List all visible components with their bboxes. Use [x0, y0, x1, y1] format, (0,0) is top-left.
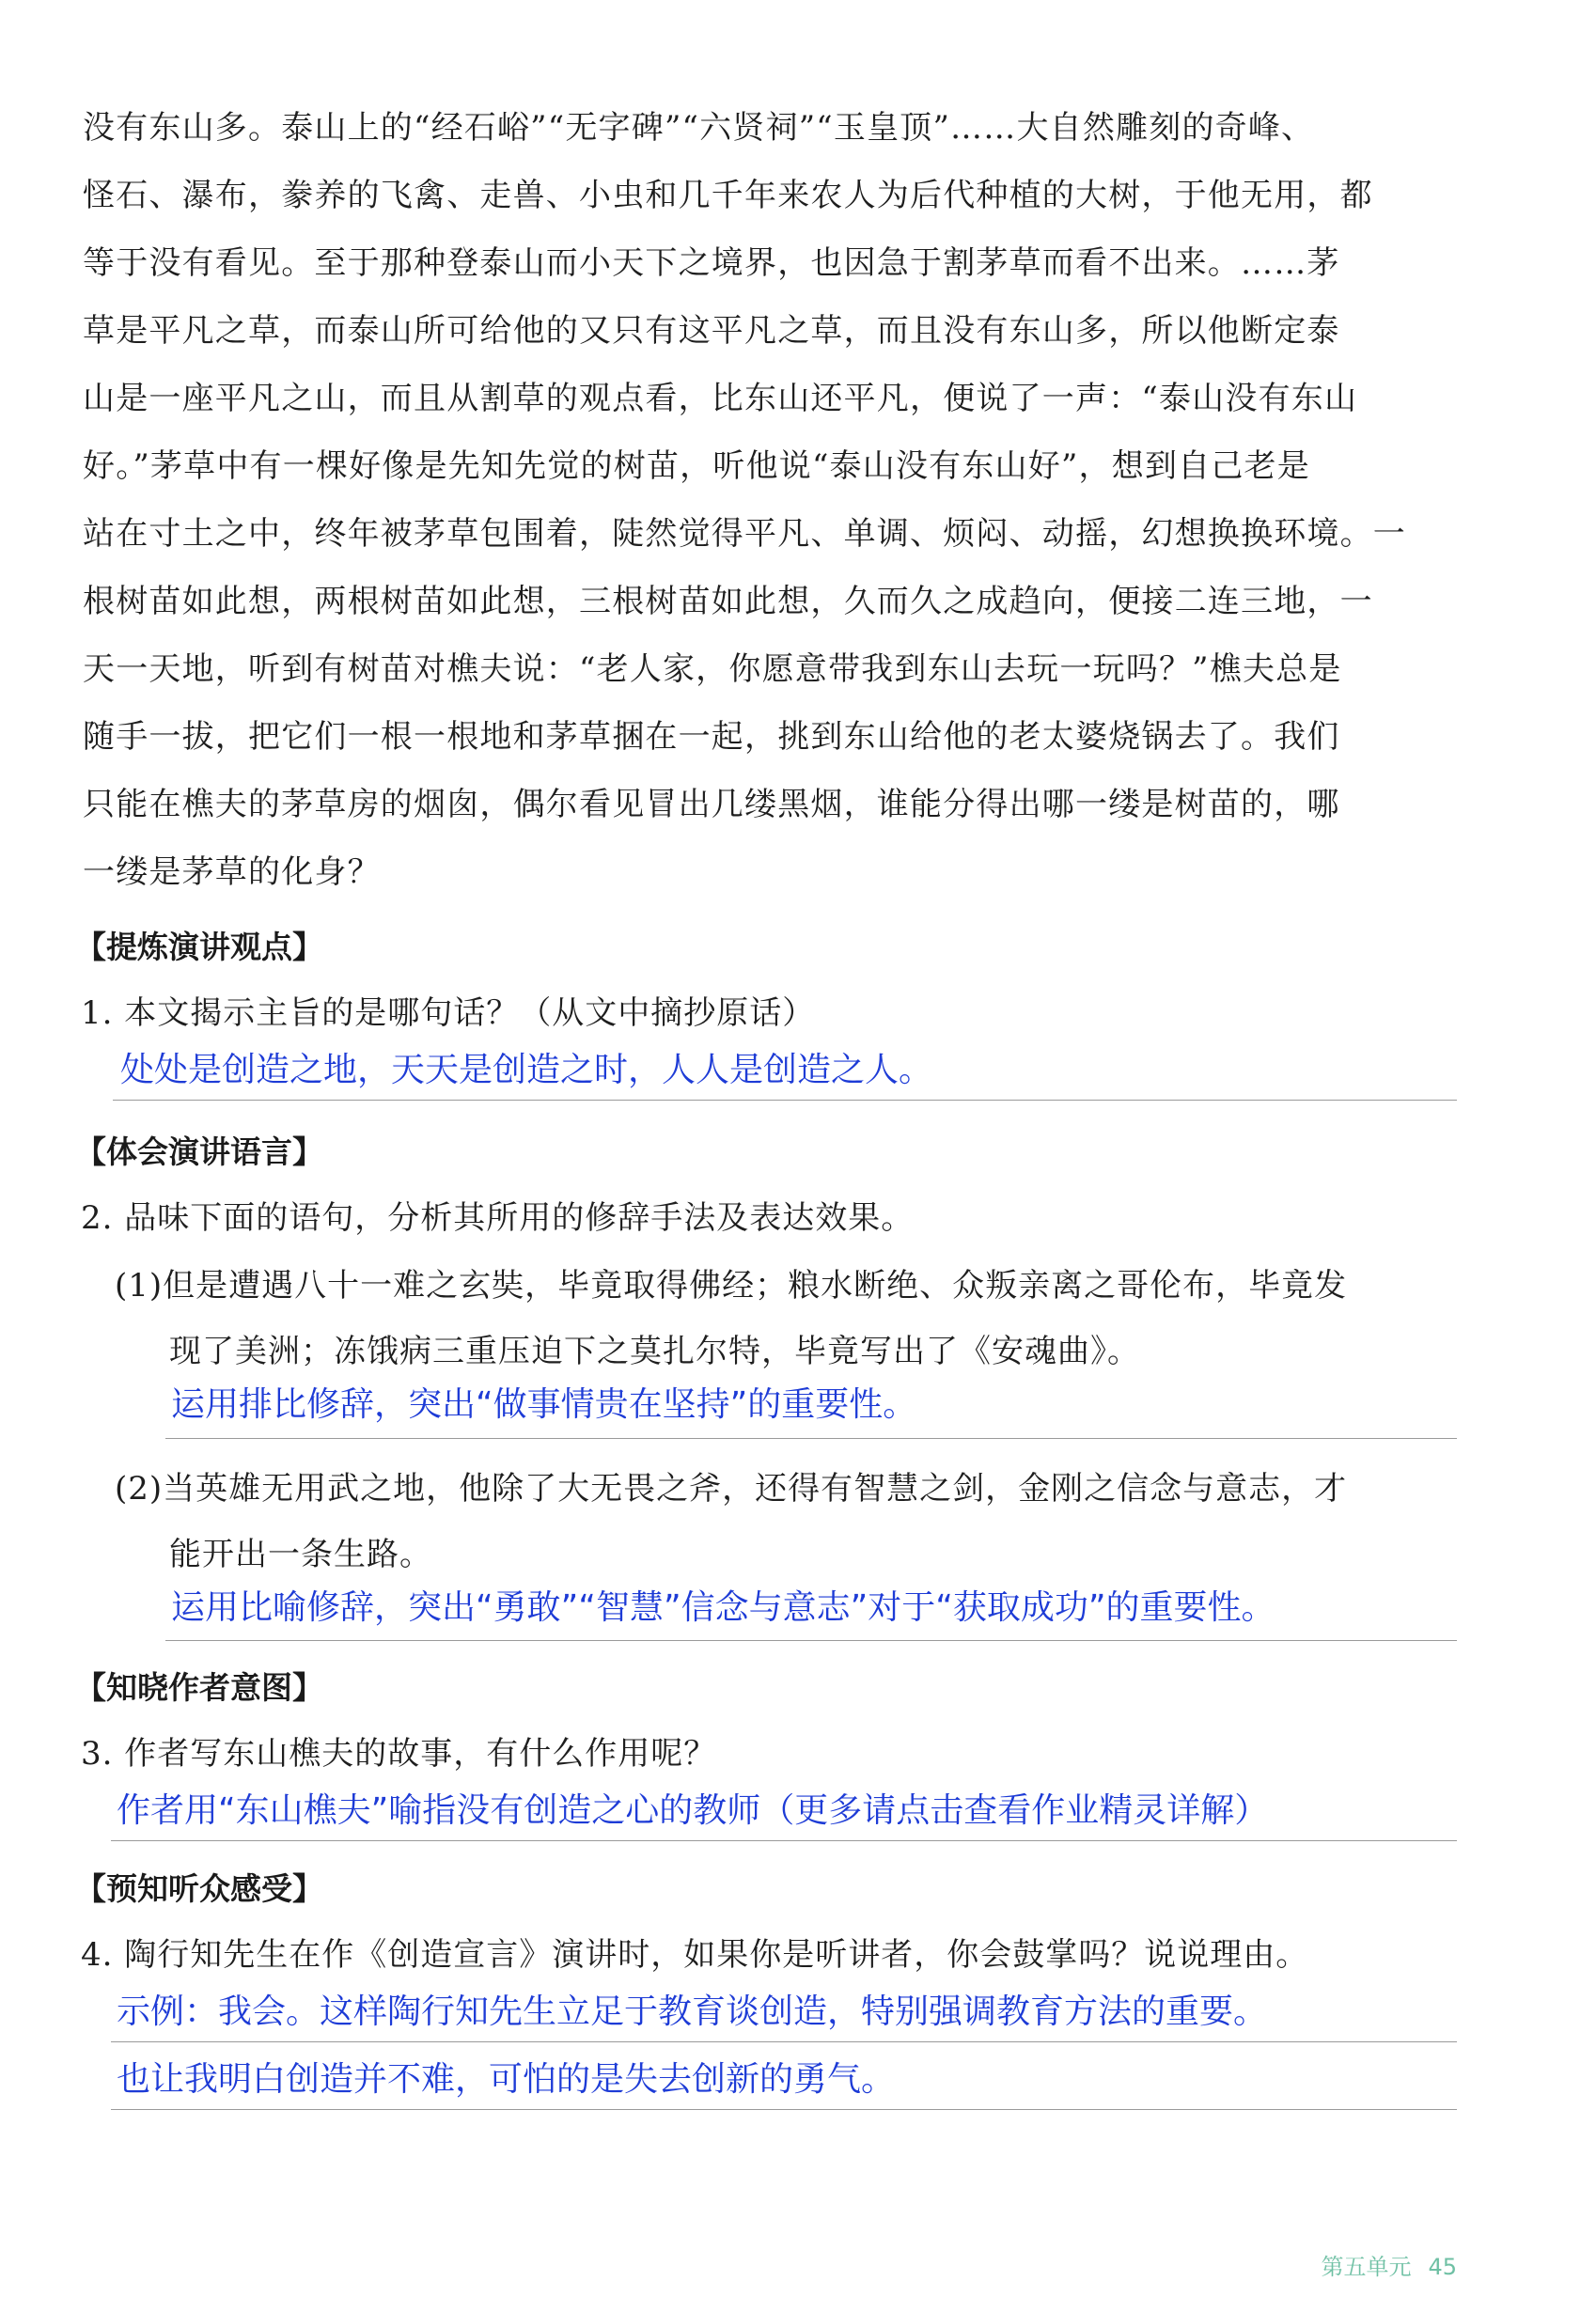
- section-title-intent: 【知晓作者意图】: [75, 1669, 323, 1706]
- passage-line: 山是一座平凡之山，而且从割草的观点看，比东山还平凡，便说了一声：“泰山没有东山: [83, 380, 1358, 417]
- answer-4-line-2: 也让我明白创造并不难，可怕的是失去创新的勇气。: [117, 2060, 896, 2099]
- page-number: 45: [1428, 2254, 1457, 2280]
- answer-line: [165, 1640, 1457, 1641]
- section-title-viewpoint: 【提炼演讲观点】: [75, 929, 323, 965]
- answer-line: [113, 1100, 1457, 1101]
- answer-line: [111, 1840, 1457, 1841]
- question-4: 4. 陶行知先生在作《创造宣言》演讲时，如果你是听讲者，你会鼓掌吗？说说理由。: [81, 1936, 1309, 1974]
- question-1: 1. 本文揭示主旨的是哪句话？（从文中摘抄原话）: [81, 994, 816, 1032]
- passage-line: 随手一拔，把它们一根一根地和茅草捆在一起，挑到东山给他的老太婆烧锅去了。我们: [83, 718, 1340, 756]
- passage-line: 草是平凡之草，而泰山所可给他的又只有这平凡之草，而且没有东山多，所以他断定泰: [83, 312, 1340, 350]
- passage-line: 怪石、瀑布，豢养的飞禽、走兽、小虫和几千年来农人为后代种植的大树，于他无用，都: [83, 177, 1373, 214]
- section-title-audience: 【预知听众感受】: [75, 1870, 323, 1907]
- passage-line: 好。”茅草中有一棵好像是先知先觉的树苗，听他说“泰山没有东山好”，想到自己老是: [83, 447, 1310, 485]
- passage-line: 站在寸土之中，终年被茅草包围着，陡然觉得平凡、单调、烦闷、动摇，幻想换换环境。一: [83, 515, 1406, 553]
- passage-line: 根树苗如此想，两根树苗如此想，三根树苗如此想，久而久之成趋向，便接二连三地，一: [83, 583, 1373, 620]
- answer-line: [165, 1438, 1457, 1439]
- section-title-language: 【体会演讲语言】: [75, 1133, 323, 1170]
- question-3: 3. 作者写东山樵夫的故事，有什么作用呢？: [81, 1735, 717, 1773]
- sub-question-2-2-cont: 能开出一条生路。: [169, 1536, 432, 1573]
- sub-question-2-2: (2)当英雄无用武之地，他除了大无畏之斧，还得有智慧之剑，金刚之信念与意志，才: [115, 1470, 1348, 1508]
- passage-line: 只能在樵夫的茅草房的烟囱，偶尔看见冒出几缕黑烟，谁能分得出哪一缕是树苗的，哪: [83, 786, 1340, 823]
- passage-line: 天一天地，听到有树苗对樵夫说：“老人家，你愿意带我到东山去玩一玩吗？”樵夫总是: [83, 650, 1342, 688]
- answer-4-line-1: 示例：我会。这样陶行知先生立足于教育谈创造，特别强调教育方法的重要。: [117, 1993, 1268, 2031]
- passage-line: 没有东山多。泰山上的“经石峪”“无字碑”“六贤祠”“玉皇顶”……大自然雕刻的奇峰、: [83, 109, 1315, 147]
- answer-line: [111, 2041, 1457, 2042]
- passage-line: 一缕是茅草的化身？: [83, 853, 381, 891]
- answer-2-2: 运用比喻修辞，突出“勇敢”“智慧”信念与意志”对于“获取成功”的重要性。: [171, 1588, 1275, 1627]
- answer-2-1: 运用排比修辞，突出“做事情贵在坚持”的重要性。: [171, 1385, 917, 1424]
- reading-passage: [83, 94, 1474, 906]
- answer-1: 处处是创造之地，天天是创造之时，人人是创造之人。: [120, 1051, 933, 1089]
- passage-line: 等于没有看见。至于那种登泰山而小天下之境界，也因急于割茅草而看不出来。……茅: [83, 244, 1340, 282]
- sub-question-2-1-cont: 现了美洲；冻饿病三重压迫下之莫扎尔特，毕竟写出了《安魂曲》。: [169, 1333, 1140, 1370]
- answer-3: 作者用“东山樵夫”喻指没有创造之心的教师（更多请点击查看作业精灵详解）: [117, 1791, 1269, 1830]
- answer-line: [111, 2109, 1457, 2110]
- question-2: 2. 品味下面的语句，分析其所用的修辞手法及表达效果。: [81, 1199, 915, 1237]
- page-footer: [1321, 2248, 1457, 2281]
- unit-label: 第五单元: [1321, 2254, 1412, 2280]
- sub-question-2-1: (1)但是遭遇八十一难之玄奘，毕竟取得佛经；粮水断绝、众叛亲离之哥伦布，毕竟发: [115, 1267, 1348, 1305]
